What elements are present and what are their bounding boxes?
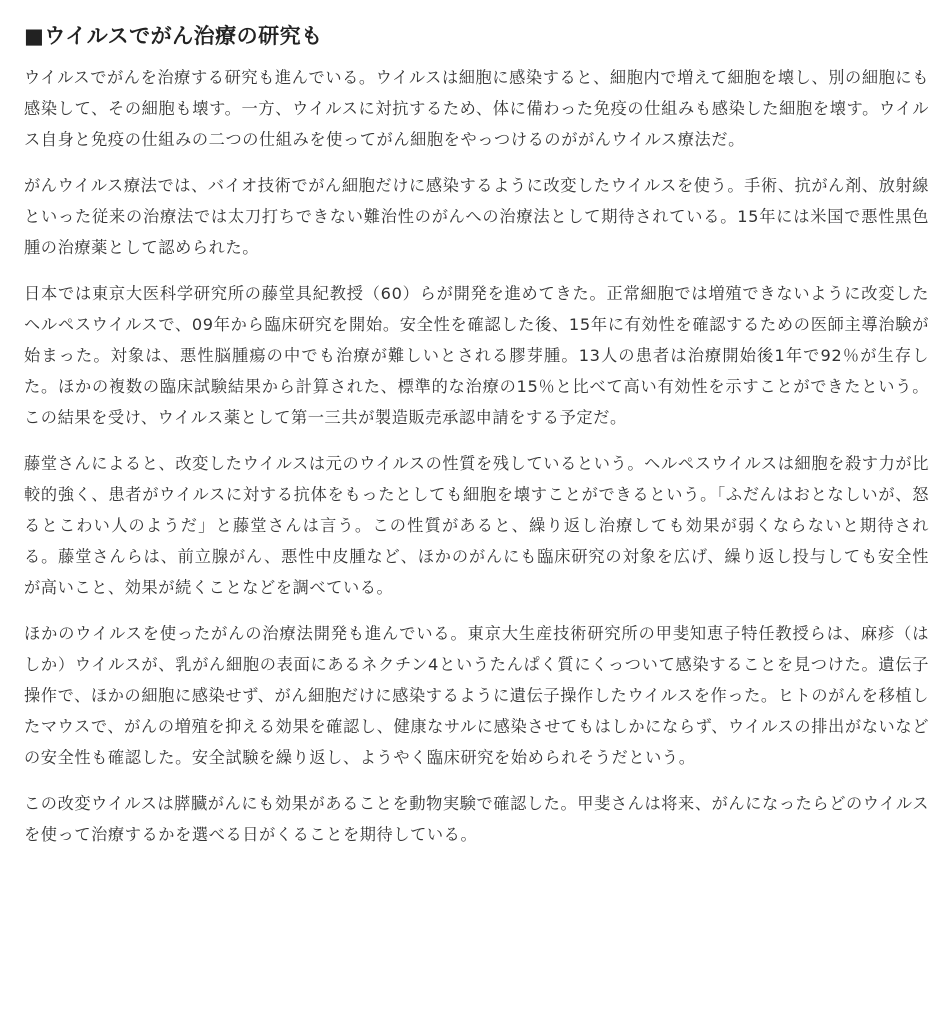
paragraph-5: ほかのウイルスを使ったがんの治療法開発も進んでいる。東京大生産技術研究所の甲斐知恵子特任教授らは、麻疹（はしか）ウイルスが、乳がん細胞の表面にあるネクチン4というたんぱく質にくっついて感染することを見つけた。遺伝子操作で、ほかの細胞に感染せず、がん細胞だけに感染するように遺伝子操作したウイルスを作った。ヒトのがんを移植したマウスで、がんの増殖を抑える効果を確認し、健康なサルに感染させてもはしかにならず、ウイルスの排出がないなどの安全性も確認した。安全試験を繰り返し、ようやく臨床研究を始められそうだという。 (24, 624, 929, 767)
article (24, 18, 929, 865)
paragraph-6: この改変ウイルスは膵臓がんにも効果があることを動物実験で確認した。甲斐さんは将来、がんになったらどのウイルスを使って治療するかを選べる日がくることを期待している。 (24, 794, 929, 844)
paragraph-3: 日本では東京大医科学研究所の藤堂具紀教授（60）らが開発を進めてきた。正常細胞では増殖できないように改変したヘルペスウイルスで、09年から臨床研究を開始。安全性を確認した後、15年に有効性を確認するための医師主導治験が始まった。対象は、悪性脳腫瘍の中でも治療が難しいとされる膠芽腫。13人の患者は治療開始後1年で92％が生存した。ほかの複数の臨床試験結果から計算された、標準的な治療の15％と比べて高い有効性を示すことができたという。この結果を受け、ウイルス薬として第一三共が製造販売承認申請をする予定だ。 (24, 284, 929, 427)
paragraph-4: 藤堂さんによると、改変したウイルスは元のウイルスの性質を残しているという。ヘルペスウイルスは細胞を殺す力が比較的強く、患者がウイルスに対する抗体をもったとしても細胞を壊すことができるという。「ふだんはおとなしいが、怒るとこわい人のようだ」と藤堂さんは言う。この性質があると、繰り返し治療しても効果が弱くならないと期待される。藤堂さんらは、前立腺がん、悪性中皮腫など、ほかのがんにも臨床研究の対象を広げ、繰り返し投与しても安全性が高いこと、効果が続くことなどを調べている。 (24, 454, 929, 597)
section-heading: ■ウイルスでがん治療の研究も (24, 24, 323, 48)
paragraph-1: ウイルスでがんを治療する研究も進んでいる。ウイルスは細胞に感染すると、細胞内で増えて細胞を壊し、別の細胞にも感染して、その細胞も壊す。一方、ウイルスに対抗するため、体に備わった免疫の仕組みも感染した細胞を壊す。ウイルス自身と免疫の仕組みの二つの仕組みを使ってがん細胞をやっつけるのががんウイルス療法だ。 (24, 68, 929, 149)
paragraph-2: がんウイルス療法では、バイオ技術でがん細胞だけに感染するように改変したウイルスを使う。手術、抗がん剤、放射線といった従来の治療法では太刀打ちできない難治性のがんへの治療法として期待されている。15年には米国で悪性黒色腫の治療薬として認められた。 (24, 176, 929, 257)
